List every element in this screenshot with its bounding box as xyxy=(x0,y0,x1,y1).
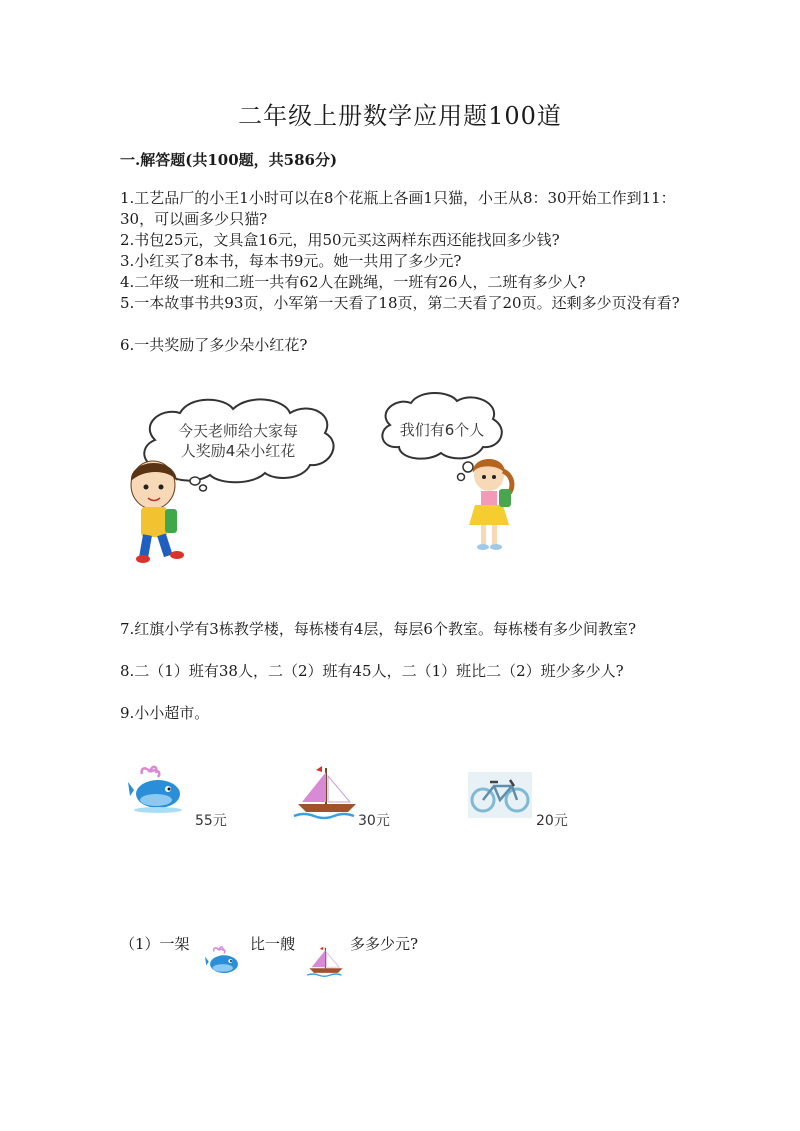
subquestion-part-3: 多多少元? xyxy=(350,935,419,953)
price-label-bicycle: 20元 xyxy=(536,813,568,829)
boy-bubble-line-1: 今天老师给大家每 xyxy=(177,422,298,440)
question-5: 5.一本故事书共93页，小军第一天看了18页，第二天看了20页。还剩多少页没有看? xyxy=(120,294,680,312)
whale-toy-small-icon xyxy=(205,944,243,978)
question-7: 7.红旗小学有3栋教学楼，每栋楼有4层，每层6个教室。每栋楼有多少间教室? xyxy=(120,620,636,638)
question-2: 2.书包25元，文具盒16元，用50元买这两样东西还能找回多少钱? xyxy=(120,231,560,249)
price-label-whale: 55元 xyxy=(195,813,227,829)
boy-bubble-text xyxy=(158,421,318,461)
subquestion-part-1: （1）一架 xyxy=(120,935,190,953)
question-1: 1.工艺品厂的小王1小时可以在8个花瓶上各画1只猫，小王从8：30开始工作到11：30，可以画多少只猫? xyxy=(120,189,676,228)
page-title: 二年级上册数学应用题100道 xyxy=(238,102,562,130)
question-8: 8.二（1）班有38人，二（2）班有45人，二（1）班比二（2）班少多少人? xyxy=(120,662,624,680)
bicycle-icon xyxy=(468,772,532,818)
section-heading: 一.解答题(共100题，共586分) xyxy=(120,151,338,169)
whale-toy-icon xyxy=(128,764,188,814)
question-6: 6.一共奖励了多少朵小红花? xyxy=(120,336,308,354)
question-9: 9.小小超市。 xyxy=(120,704,210,722)
subquestion-part-2: 比一艘 xyxy=(250,935,296,953)
question-4: 4.二年级一班和二班一共有62人在跳绳，一班有26人，二班有多少人? xyxy=(120,273,586,291)
q6-illustration xyxy=(115,385,535,570)
boy-figure-icon xyxy=(131,461,184,563)
sailboat-small-icon xyxy=(306,944,346,980)
girl-figure-icon xyxy=(469,459,512,550)
price-label-sailboat: 30元 xyxy=(358,813,390,829)
girl-bubble-text: 我们有6个人 xyxy=(399,421,485,439)
boy-bubble-line-2: 人奖励4朵小红花 xyxy=(180,442,296,460)
sailboat-icon xyxy=(292,764,362,822)
question-3: 3.小红买了8本书，每本书9元。她一共用了多少元? xyxy=(120,252,462,270)
